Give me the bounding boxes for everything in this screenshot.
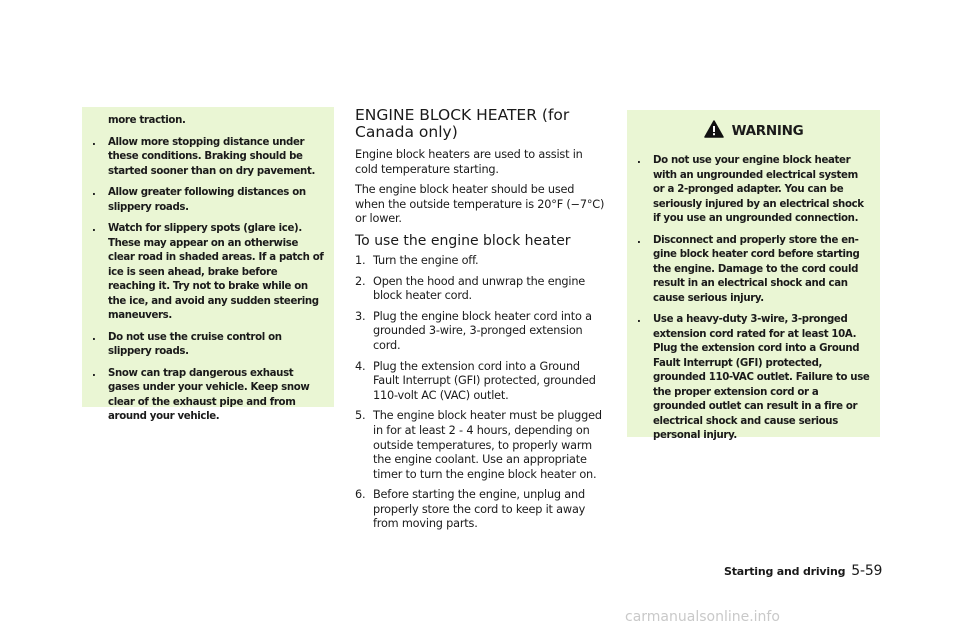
page-footer bbox=[724, 563, 882, 579]
list-item: 1. Turn the engine off. bbox=[355, 253, 479, 267]
list-item: 4. Plug the extension cord into a Ground Fault Interrupt (GFI) protected, grounded 110-volt AC (VAC) outlet. bbox=[355, 359, 596, 402]
warning-bullet-list bbox=[637, 154, 870, 444]
left-caution-box bbox=[82, 107, 334, 422]
list-item: . Allow more stopping distance under these conditions. Braking should be started sooner than on dry pavement. bbox=[92, 136, 315, 177]
warning-triangle-icon bbox=[704, 120, 724, 142]
bullet-icon: . bbox=[92, 367, 96, 379]
list-item: . Snow can trap dangerous exhaust gases under your vehicle. Keep snow clear of the exhaust pipe and from around your vehicle. bbox=[92, 367, 310, 422]
bullet-icon: . bbox=[637, 234, 641, 246]
list-item: 2. Open the hood and unwrap the engine block heater cord. bbox=[355, 274, 586, 303]
warning-header bbox=[637, 110, 870, 152]
list-item: 6. Before starting the engine, unplug and properly store the cord to keep it away from moving parts. bbox=[355, 488, 586, 531]
left-bullet-list bbox=[92, 136, 324, 425]
watermark: carmanualsonline.info bbox=[625, 609, 780, 625]
bullet-icon: . bbox=[92, 223, 96, 234]
footer-section-name: Starting and driving bbox=[724, 565, 846, 578]
page-number: 5-59 bbox=[851, 563, 883, 579]
list-item: . Do not use your engine block heater with an ungrounded electrical system or a 2-pronged adapter. You can be seriously injured by an electrical shock if you use an ungrounded connection. bbox=[637, 155, 864, 224]
list-item: . Use a heavy-duty 3-wire, 3-pronged extension cord rated for at least 10A. Plug the extension cord into a Ground Fault Interrupt (GFI) protected, grounded 110-VAC outlet. Failure to use the proper extension cord or a grounded outlet can result in a fire or electrical shock and cause serious personal injury. bbox=[637, 314, 870, 441]
list-item: . Do not use the cruise control on slippery roads. bbox=[92, 331, 282, 357]
engine-block-heater-section bbox=[355, 107, 606, 538]
intro-paragraph: Engine block heaters are used to assist in cold temperature starting. bbox=[355, 148, 583, 176]
list-item: . Disconnect and properly store the en-gine block heater cord before starting the engine. Damage to the cord could result in an electrical shock and can cause serious injury. bbox=[637, 234, 860, 304]
temperature-paragraph: The engine block heater should be used when the outside temperature is 20°F (−7°C) or lower. bbox=[355, 183, 605, 226]
bullet-icon: . bbox=[92, 331, 96, 343]
list-item: . Watch for slippery spots (glare ice). These may appear on an otherwise clear road in shaded areas. If a patch of ice is seen ahead, brake before reaching it. Try not to brake while on the ice, and avoid any sudden steering maneuvers. bbox=[92, 223, 324, 321]
list-item: 5. The engine block heater must be plugged in for at least 2 - 4 hours, depending on outside temperatures, to properly warm the engine coolant. Use an appropriate timer to turn the engine block heater on. bbox=[355, 409, 602, 481]
subheading: To use the engine block heater bbox=[355, 232, 571, 249]
list-item: . Allow greater following distances on slippery roads. bbox=[92, 187, 306, 213]
section-title: ENGINE BLOCK HEATER (for Canada only) bbox=[355, 106, 570, 141]
list-item: 3. Plug the engine block heater cord into a grounded 3-wire, 3-pronged extension cord. bbox=[355, 309, 592, 352]
bullet-icon: . bbox=[637, 314, 641, 325]
bullet-icon: . bbox=[637, 155, 641, 166]
warning-box bbox=[627, 110, 880, 441]
bullet-icon: . bbox=[92, 136, 96, 148]
warning-title: WARNING bbox=[731, 123, 804, 139]
steps-list bbox=[355, 254, 606, 532]
bullet-icon: . bbox=[92, 187, 96, 198]
continued-text: more traction. bbox=[108, 115, 186, 126]
